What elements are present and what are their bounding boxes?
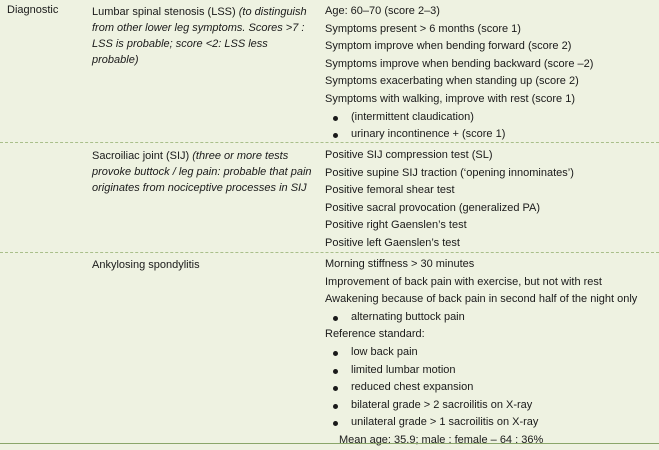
list-item: Positive SIJ compression test (SL) [325, 149, 493, 161]
list-item: Symptoms exacerbating when standing up (score 2) [325, 75, 579, 88]
list-item: Morning stiffness > 30 minutes [325, 258, 475, 270]
sij-name-cell [92, 148, 314, 196]
sij-tests-cell [325, 147, 657, 253]
sij-name: Sacroiliac joint (SIJ) [92, 150, 190, 162]
bullet-item: low back pain [325, 344, 657, 362]
bullet-item: bilateral grade > 2 sacroilitis on X-ray [325, 397, 657, 415]
list-item: Positive supine SIJ traction (‘opening innominates’) [325, 166, 574, 179]
section-label: Diagnostic [7, 4, 59, 16]
list-item: Symptoms with walking, improve with rest (score 1) [325, 92, 576, 105]
list-item: Positive femoral shear test [325, 184, 455, 197]
mean-age-note: Mean age: 35.9; male : female – 64 : 36% [339, 433, 544, 446]
bullet-item: limited lumbar motion [325, 362, 657, 380]
list-item: Improvement of back pain with exercise, but not with rest [325, 275, 602, 288]
table-row-as [0, 253, 659, 446]
lss-name: Lumbar spinal stenosis (LSS) [92, 6, 236, 18]
table-row-sij [0, 143, 659, 251]
list-item: Positive right Gaenslen’s test [325, 219, 467, 232]
list-item: Symptom improve when bending forward (score 2) [325, 40, 572, 53]
list-item: Awakening because of back pain in second half of the night only [325, 293, 638, 306]
list-item: Positive sacral provocation (generalized PA) [325, 201, 541, 214]
table-bottom-border [0, 443, 659, 444]
bullet-item: urinary incontinence + (score 1) [325, 126, 657, 144]
sij-note: (three or more tests provoke buttock / leg pain: probable that pain originates from nociceptive processes in SIJ [92, 150, 312, 194]
bullet-item: reduced chest expansion [325, 379, 657, 397]
list-item: Positive left Gaenslen’s test [325, 236, 460, 249]
bullet-item: alternating buttock pain [325, 309, 657, 327]
lss-criteria-cell [325, 3, 657, 144]
bullet-item: unilateral grade > 1 sacroilitis on X-ray [325, 414, 657, 432]
as-criteria-cell [325, 256, 657, 450]
bullet-item: (intermittent claudication) [325, 109, 657, 127]
list-item: Symptoms improve when bending backward (score –2) [325, 57, 594, 70]
lss-note: (to distinguish from other lower leg symptoms. Scores >7 : LSS is probable; score <2: LSS less probable) [92, 6, 307, 66]
as-name: Ankylosing spondylitis [92, 259, 200, 271]
lss-name-cell [92, 4, 314, 68]
list-item: Symptoms present > 6 months (score 1) [325, 22, 521, 35]
table-row-lss [0, 0, 659, 140]
list-item: Age: 60–70 (score 2–3) [325, 5, 440, 17]
reference-standard-label: Reference standard: [325, 328, 425, 341]
